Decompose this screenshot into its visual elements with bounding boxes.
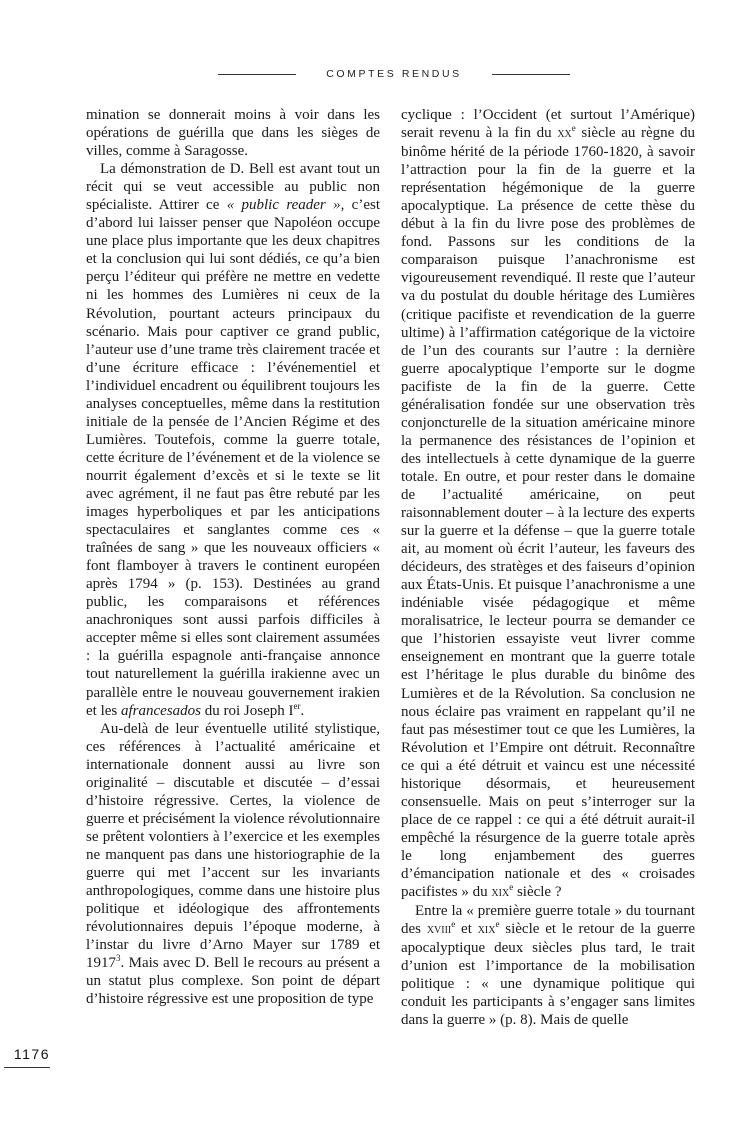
left-column [86,106,380,1008]
century-numeral: xviii [426,922,452,938]
text: Entre la « première guerre totale » du tournant des [401,903,695,938]
superscript: er [293,700,301,711]
emphasis: « public reader » [226,197,341,214]
text: , c’est d’abord lui laisser penser que Napoléon occupe une place plus importante que les deux chapitres et la conclusion qui lui sont dédiés, ce qu’a bien perçu l’éditeur qui préfère ne mettre en vedette ni les hommes des Lumières ni ceux de la Révolution, pourtant acteurs principaux du scénario. Mais pour captiver ce grand public, l’auteur use d’une trame très clairement tracée et d’une écriture efficace : l’événementiel et l’individuel encadrent ou équilibrent toujours les analyses conceptuelles, même dans la restitution initiale de la pensée de l’Ancien Régime et des Lumières. Toutefois, comme la guerre totale, cette écriture de l’événement et de la violence se nourrit également d’excès et si le texte se lit avec agrément, il ne faut pas être rebuté par les images hyperboliques et par les anticipations spectaculaires et sanglantes comme ces « traînées de sang » que les nouveaux officiers « font flamboyer à travers le continent européen après 1794 » (p. 153). Destinées au grand public, les comparaisons et références anachroniques sont aussi parfois difficiles à accepter même si elles sont clairement assumées : la guérilla espagnole anti-française annonce tout naturellement la guérilla irakienne avec un parallèle entre le nouveau gouvernement irakien et les [86,197,380,719]
page-number: 1176 [13,1046,50,1062]
page-number-rule [4,1067,50,1068]
superscript: e [571,123,576,134]
header-rule-left [218,74,296,75]
running-header [218,62,570,86]
footnote-ref: 3 [116,953,121,964]
century-numeral: xx [557,126,572,142]
right-column [401,106,695,1029]
text: du roi Joseph I [201,702,294,719]
header-rule-right [492,74,570,75]
paragraph [401,902,695,1029]
text: La démonstration de D. Bell est avant tout un récit qui se veut accessible au public non spécialiste. Attirer ce [86,161,380,214]
text: Au-delà de leur éventuelle utilité stylistique, ces références à l’actualité américaine et internationale donnent aussi au livre son originalité – discutable et discutée – d’essai d’histoire régressive. Certes, la violence de guerre et précisément la violence révolutionnaire se prêtent volontiers à l’exercice et les exemples ne manquent pas dans une historiographie de la guerre qui met l’accent sur les invariants anthropologiques, comme dans une histoire plus politique et idéologique des affrontements révolutionnaires depuis l’époque moderne, à l’instar du livre d’Arno Mayer sur 1789 et 1917 [86,720,380,972]
century-numeral: xix [491,885,510,901]
paragraph [401,106,695,902]
text: . Mais avec D. Bell le recours au présent a un statut plus complexe. Son point de départ d’histoire régressive est une proposition de type [86,955,380,1008]
text: siècle ? [513,884,562,901]
paragraph [86,160,380,719]
section-title: COMPTES RENDUS [326,68,462,80]
century-numeral: xix [477,922,496,938]
text: . [300,702,305,719]
text: siècle au règne du binôme hérité de la période 1760-1820, à savoir l’attraction pour la fin de la guerre et la représentation hégémonique de la guerre apocalyptique. La présence de cette thèse du début à la fin du livre pose des problèmes de fond. Passons sur les conditions de la comparaison puisque l’anachronisme est vigoureusement revendiqué. Il reste que l’auteur va du postulat du double héritage des Lumières (critique pacifiste et revendication de la guerre ultime) à l’affirmation catégorique de la victoire de l’un des courants sur l’autre : la dernière guerre apocalyptique l’emporte sur le dogme pacifiste de la fin de la guerre. Cette généralisation fondée sur une observation très conjoncturelle de la situation américaine minore la permanence des résistances de l’opinion et des intellectuels à cette dynamique de la guerre totale. En outre, et pour rester dans le domaine de l’actualité américaine, on peut raisonnablement douter – à la lecture des experts sur la guerre et la défense – que la guerre totale ait, au moment où écrit l’auteur, les faveurs des décideurs, des stratèges et des faiseurs d’opinion aux États-Unis. Et puisque l’anachronisme a une indéniable visée pédagogique et même moralisatrice, le lecteur pourra se demander ce que l’historien essayiste veut livrer comme enseignement en montrant que la guerre totale est l’héritage le plus durable du binôme des Lumières et de la Révolution. Sa conclusion ne nous éclaire pas vraiment en rappelant qu’il ne faut pas mésestimer tout ce que les Lumières, la Révolution et l’Empire ont détruit. Reconnaître ce qui a été détruit et vaincu est une nécessité historique désormais, et heureusement consensuelle. Mais on peut s’interroger sur la place de ce rappel : ce qui a été détruit aurait-il empêché la résurgence de la guerre totale après le long enjambement des guerres d’émancipation nationale et des « croisades pacifistes » du [401,125,695,901]
emphasis: afrancesados [121,702,201,719]
superscript: e [451,919,456,930]
paragraph [86,720,380,1009]
paragraph: mination se donnerait moins à voir dans les opérations de guérilla que dans les sièges de villes, comme à Saragosse. [86,107,380,160]
superscript: e [509,882,514,893]
text: cyclique : l’Occident (et surtout l’Amérique) serait revenu à la fin du [401,107,695,142]
text: siècle et le retour de la guerre apocalyptique deux siècles plus tard, le trait d’union est l’importance de la mobilisation politique : « une dynamique politique qui conduit les participants à s’engager sans limites dans la guerre » (p. 8). Mais de quelle [401,921,696,1029]
superscript: e [495,919,500,930]
text: et [455,921,478,938]
